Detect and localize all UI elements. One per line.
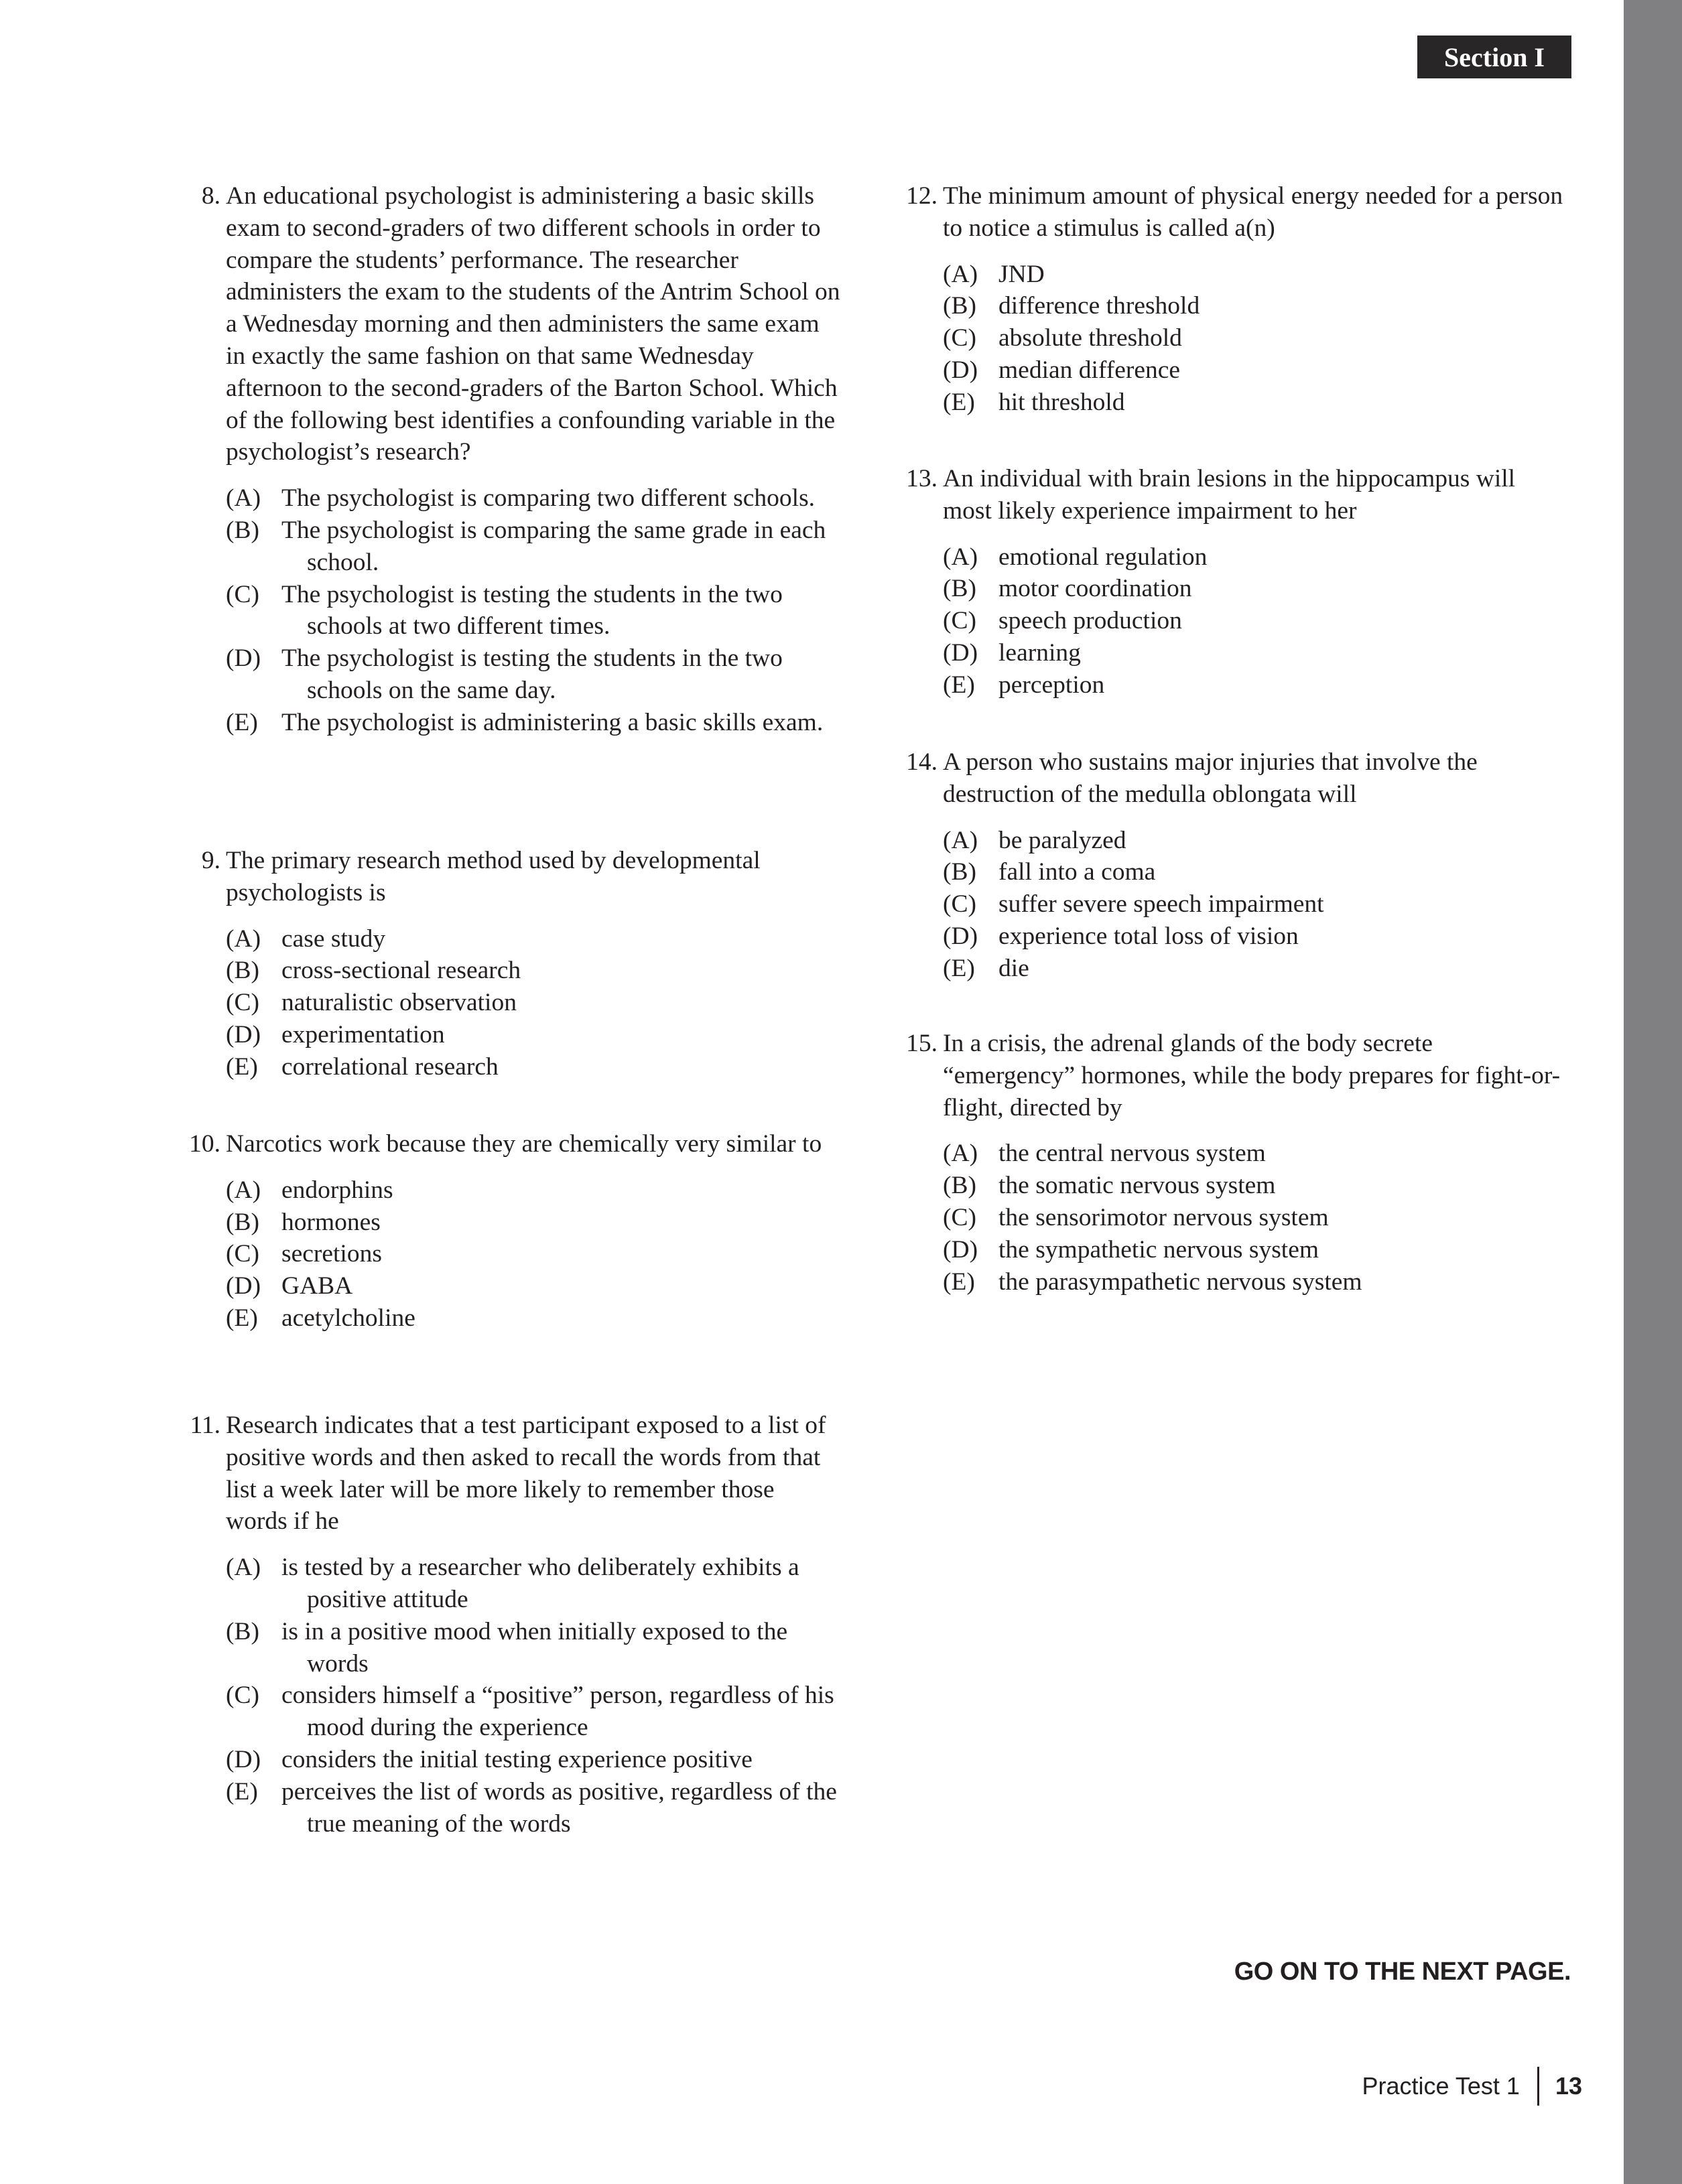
- question-number: 13.: [906, 465, 937, 492]
- answer-option[interactable]: [226, 642, 841, 707]
- answer-option[interactable]: [943, 1234, 1568, 1266]
- question-text: A person who sustains major injuries that involve the destruction of the medulla oblongata will: [943, 748, 1478, 808]
- answer-option[interactable]: [943, 322, 1568, 354]
- answer-option[interactable]: [943, 856, 1568, 888]
- answer-option[interactable]: [226, 1776, 841, 1840]
- option-text: absolute threshold: [998, 324, 1182, 352]
- answer-option[interactable]: [226, 987, 841, 1019]
- answer-option[interactable]: [943, 1170, 1568, 1202]
- go-on-notice: GO ON TO THE NEXT PAGE.: [1234, 1958, 1571, 1986]
- option-letter: (E): [943, 1268, 975, 1296]
- answer-option[interactable]: [226, 1019, 841, 1051]
- answer-option[interactable]: [943, 920, 1568, 953]
- option-letter: (A): [226, 484, 261, 513]
- answer-option[interactable]: [943, 573, 1568, 605]
- answer-option[interactable]: [226, 1616, 841, 1680]
- option-letter: (C): [226, 989, 259, 1017]
- option-text: perception: [998, 671, 1105, 699]
- option-text: The psychologist is comparing two different schools.: [281, 484, 816, 513]
- question-text: An educational psychologist is administering a basic skills exam to second-graders of two different schools in order to compare the students’ performance. The researcher administers the exam to the students of the Antrim School on a Wednesday morning and then administers the same exam in exactly the same fashion on that same Wednesday afternoon to the second-graders of the Barton School. Which of the following best identifies a confounding variable in the psychologist’s research?: [226, 182, 840, 466]
- option-letter: (D): [226, 644, 261, 673]
- option-letter: (E): [226, 708, 258, 736]
- option-letter: (E): [226, 1304, 258, 1332]
- answer-option[interactable]: [943, 825, 1568, 857]
- question-stem: [891, 463, 1568, 527]
- option-text: naturalistic observation: [281, 989, 517, 1017]
- option-text: case study: [281, 925, 386, 953]
- option-text: perceives the list of words as positive, regardless of the true meaning of the words: [281, 1777, 837, 1838]
- option-letter: (A): [943, 1140, 978, 1168]
- answer-option[interactable]: [943, 387, 1568, 419]
- question-text: In a crisis, the adrenal glands of the body secrete “emergency” hormones, while the body prepares for fight-or-flight, directed by: [943, 1030, 1561, 1121]
- answer-option[interactable]: [943, 354, 1568, 387]
- option-letter: (E): [943, 388, 975, 416]
- answer-options: [943, 1138, 1568, 1298]
- page-number: 13: [1555, 2072, 1582, 2100]
- question-stem: [891, 1028, 1568, 1123]
- answer-option[interactable]: [943, 669, 1568, 701]
- answer-option[interactable]: [943, 953, 1568, 985]
- answer-option[interactable]: [226, 1680, 841, 1744]
- answer-option[interactable]: [226, 515, 841, 579]
- option-letter: (D): [226, 1272, 261, 1300]
- option-letter: (C): [943, 324, 976, 352]
- option-text: difference threshold: [998, 292, 1200, 320]
- question-number: 14.: [906, 748, 937, 776]
- option-letter: (E): [226, 1777, 258, 1805]
- question-number: 11.: [190, 1412, 220, 1439]
- option-letter: (B): [226, 1617, 259, 1645]
- answer-option[interactable]: [226, 1270, 841, 1302]
- question-text: Research indicates that a test participant exposed to a list of positive words and then asked to recall the words from that list a week later will be more likely to remember those words if he: [226, 1412, 826, 1535]
- option-text: the somatic nervous system: [998, 1172, 1276, 1200]
- option-letter: (C): [943, 1203, 976, 1231]
- answer-option[interactable]: [226, 1051, 841, 1083]
- question-stem: [891, 746, 1568, 811]
- option-text: acetylcholine: [281, 1304, 415, 1332]
- question-13: [891, 463, 1568, 701]
- option-letter: (B): [226, 516, 259, 544]
- option-text: cross-sectional research: [281, 957, 521, 985]
- option-letter: (D): [943, 1235, 978, 1264]
- option-text: the sympathetic nervous system: [998, 1235, 1319, 1264]
- option-letter: (A): [943, 260, 978, 288]
- answer-option[interactable]: [943, 259, 1568, 291]
- option-text: GABA: [281, 1272, 353, 1300]
- answer-option[interactable]: [943, 1202, 1568, 1234]
- answer-option[interactable]: [226, 579, 841, 643]
- option-text: the parasympathetic nervous system: [998, 1268, 1362, 1296]
- question-text: The primary research method used by developmental psychologists is: [226, 847, 761, 906]
- option-text: the central nervous system: [998, 1140, 1266, 1168]
- option-text: emotional regulation: [998, 543, 1208, 571]
- option-letter: (C): [226, 1240, 259, 1268]
- question-14: [891, 746, 1568, 985]
- answer-option[interactable]: [226, 1174, 841, 1207]
- question-number: 10.: [189, 1130, 220, 1158]
- option-letter: (B): [226, 957, 259, 985]
- answer-options: [226, 482, 841, 738]
- question-stem: [891, 180, 1568, 245]
- option-text: JND: [998, 260, 1045, 288]
- question-9: [174, 845, 841, 1083]
- footer-divider: [1537, 2067, 1539, 2106]
- option-text: is tested by a researcher who deliberately exhibits a positive attitude: [281, 1554, 799, 1613]
- option-letter: (D): [943, 638, 978, 667]
- question-number: 15.: [906, 1030, 937, 1057]
- option-text: is in a positive mood when initially exposed to the words: [281, 1617, 788, 1678]
- answer-options: [943, 541, 1568, 701]
- answer-option[interactable]: [226, 1552, 841, 1616]
- answer-option[interactable]: [226, 1744, 841, 1776]
- option-letter: (B): [943, 292, 976, 320]
- question-number: 12.: [906, 182, 937, 210]
- option-text: experience total loss of vision: [998, 922, 1299, 950]
- option-text: considers the initial testing experience positive: [281, 1745, 753, 1773]
- option-text: The psychologist is testing the students in the two schools on the same day.: [281, 644, 783, 704]
- answer-options: [943, 825, 1568, 985]
- question-stem: [174, 845, 841, 909]
- option-text: be paralyzed: [998, 826, 1126, 854]
- question-text: Narcotics work because they are chemically very similar to: [226, 1130, 822, 1158]
- option-letter: (C): [943, 890, 976, 918]
- question-11: [174, 1410, 841, 1840]
- option-letter: (B): [943, 1172, 976, 1200]
- option-letter: (D): [943, 922, 978, 950]
- answer-option[interactable]: [226, 1302, 841, 1335]
- option-letter: (E): [943, 671, 975, 699]
- option-text: experimentation: [281, 1020, 445, 1048]
- question-stem: [174, 180, 841, 468]
- option-text: speech production: [998, 607, 1182, 635]
- answer-option[interactable]: [943, 290, 1568, 322]
- option-letter: (D): [226, 1745, 261, 1773]
- option-letter: (D): [226, 1020, 261, 1048]
- option-text: die: [998, 954, 1029, 982]
- option-letter: (D): [943, 356, 978, 384]
- option-letter: (A): [943, 826, 978, 854]
- option-text: learning: [998, 638, 1081, 667]
- option-text: hit threshold: [998, 388, 1125, 416]
- option-text: endorphins: [281, 1176, 393, 1204]
- answer-option[interactable]: [943, 1138, 1568, 1170]
- option-letter: (C): [226, 1682, 259, 1710]
- option-letter: (A): [226, 1176, 261, 1204]
- answer-option[interactable]: [226, 707, 841, 739]
- option-text: secretions: [281, 1240, 382, 1268]
- answer-option[interactable]: [226, 923, 841, 955]
- answer-options: [226, 1174, 841, 1335]
- answer-option[interactable]: [226, 482, 841, 515]
- answer-option[interactable]: [226, 1238, 841, 1270]
- answer-option[interactable]: [943, 541, 1568, 573]
- answer-option[interactable]: [226, 955, 841, 987]
- option-letter: (E): [943, 954, 975, 982]
- option-text: motor coordination: [998, 575, 1192, 603]
- book-label: Practice Test 1: [1362, 2072, 1520, 2100]
- option-text: considers himself a “positive” person, regardless of his mood during the experience: [281, 1682, 834, 1742]
- option-letter: (A): [226, 925, 261, 953]
- question-number: 9.: [201, 847, 220, 874]
- option-text: median difference: [998, 356, 1181, 384]
- question-stem: [174, 1410, 841, 1538]
- option-letter: (C): [943, 607, 976, 635]
- answer-option[interactable]: [943, 888, 1568, 920]
- answer-options: [226, 1552, 841, 1840]
- question-12: [891, 180, 1568, 419]
- question-10: [174, 1128, 841, 1335]
- question-stem: [174, 1128, 841, 1160]
- option-text: fall into a coma: [998, 858, 1156, 886]
- answer-option[interactable]: [943, 1266, 1568, 1298]
- answer-options: [943, 259, 1568, 419]
- option-text: the sensorimotor nervous system: [998, 1203, 1329, 1231]
- option-text: correlational research: [281, 1052, 499, 1081]
- question-8: [174, 180, 841, 739]
- section-label: Section I: [1417, 36, 1571, 78]
- page-edge-tab: [1624, 0, 1682, 2184]
- option-letter: (E): [226, 1052, 258, 1081]
- option-text: The psychologist is testing the students in the two schools at two different times.: [281, 580, 783, 640]
- option-letter: (C): [226, 580, 259, 608]
- answer-options: [226, 923, 841, 1083]
- option-text: suffer severe speech impairment: [998, 890, 1324, 918]
- option-text: The psychologist is administering a basic skills exam.: [281, 708, 824, 736]
- option-letter: (A): [226, 1554, 261, 1582]
- answer-option[interactable]: [226, 1207, 841, 1239]
- option-text: The psychologist is comparing the same grade in each school.: [281, 516, 826, 576]
- option-letter: (B): [943, 858, 976, 886]
- option-letter: (B): [226, 1208, 259, 1236]
- option-letter: (A): [943, 543, 978, 571]
- question-text: An individual with brain lesions in the hippocampus will most likely experience impairment to her: [943, 465, 1516, 525]
- answer-option[interactable]: [943, 637, 1568, 669]
- question-text: The minimum amount of physical energy needed for a person to notice a stimulus is called a(n): [943, 182, 1563, 242]
- question-15: [891, 1028, 1568, 1298]
- question-number: 8.: [201, 182, 220, 210]
- answer-option[interactable]: [943, 605, 1568, 637]
- page-footer: [1362, 2067, 1583, 2106]
- option-text: hormones: [281, 1208, 381, 1236]
- option-letter: (B): [943, 575, 976, 603]
